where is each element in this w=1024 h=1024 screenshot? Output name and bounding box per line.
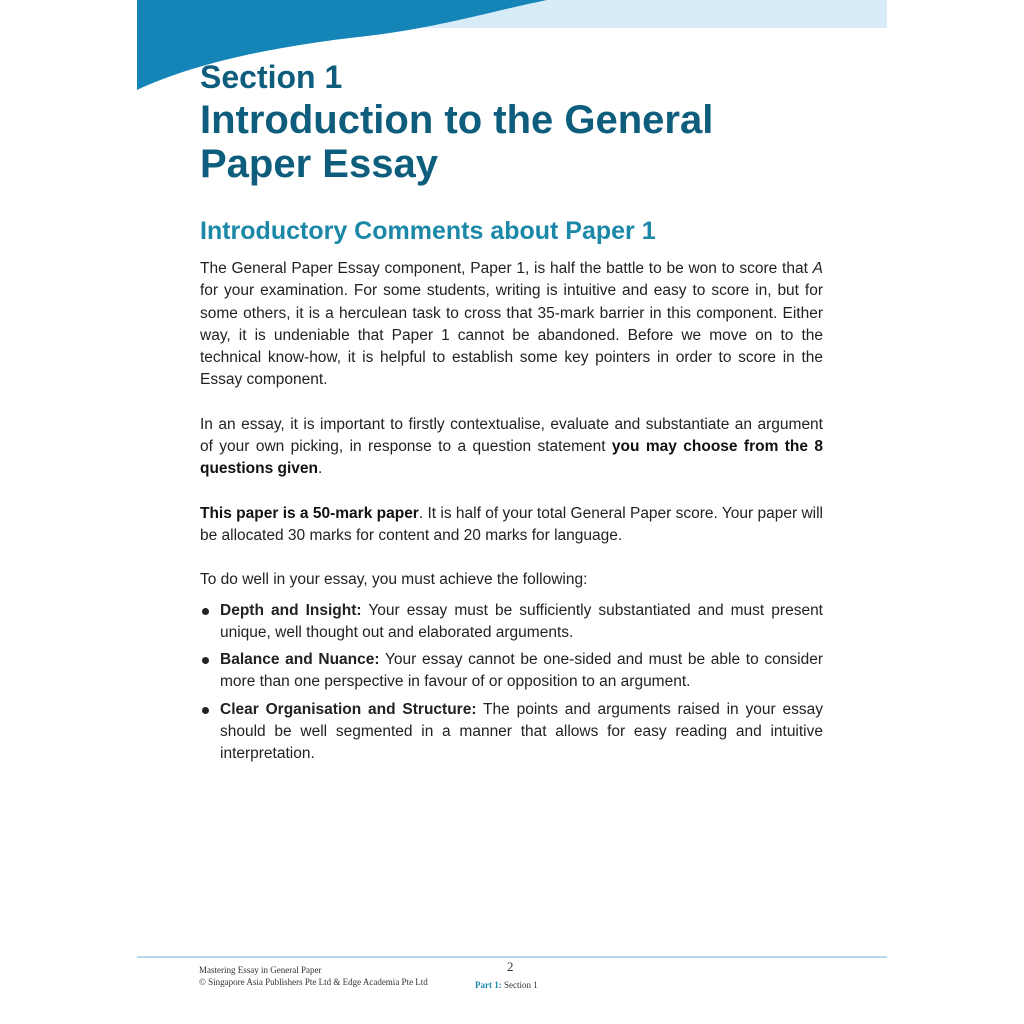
bullet-icon [202, 707, 209, 714]
list-item: Depth and Insight: Your essay must be sufficiently substantiated and must present unique, well thought out and elaborated arguments. [200, 600, 823, 645]
subheading: Introductory Comments about Paper 1 [200, 217, 656, 245]
footer-copyright: © Singapore Asia Publishers Pte Ltd & Edge Academia Pte Ltd [199, 977, 428, 987]
criteria-list [200, 600, 823, 766]
bullet-icon [202, 608, 209, 615]
paragraph-2: In an essay, it is important to firstly contextualise, evaluate and substantiate an argument of your own picking, in response to a question statement you may choose from the 8 questions given. [200, 415, 823, 478]
document-page [137, 0, 887, 1024]
page-title: Introduction to the General Paper Essay [200, 98, 714, 186]
paragraph-1: The General Paper Essay component, Paper 1, is half the battle to be won to score that A for your examination. For some students, writing is intuitive and easy to score in, but for some others, it is a herculean task to cross that 35-mark barrier in this component. Either way, it is undeniable that Paper 1 cannot be abandoned. Before we move on to the technical know-how, it is helpful to establish some key pointers in order to score in the Essay component. [200, 260, 823, 389]
list-item: Balance and Nuance: Your essay cannot be one-sided and must be able to consider more than one perspective in favour of or opposition to an argument. [200, 649, 823, 694]
paragraph-3: This paper is a 50-mark paper. It is half of your total General Paper score. Your paper will be allocated 30 marks for content and 20 marks for language. [200, 504, 824, 544]
footer-section: Part 1: Section 1 [475, 980, 538, 990]
bullet-icon [202, 657, 209, 664]
paragraph-4: To do well in your essay, you must achieve the following: [200, 571, 588, 589]
page-number: 2 [507, 959, 514, 974]
footer-divider [137, 956, 887, 958]
list-item: Clear Organisation and Structure: The points and arguments raised in your essay should be well segmented in a manner that allows for easy reading and intuitive interpretation. [200, 699, 823, 766]
footer-book-title: Mastering Essay in General Paper [199, 965, 322, 975]
page-content [200, 58, 823, 771]
section-label: Section 1 [200, 59, 343, 95]
footer-credits [199, 964, 428, 988]
